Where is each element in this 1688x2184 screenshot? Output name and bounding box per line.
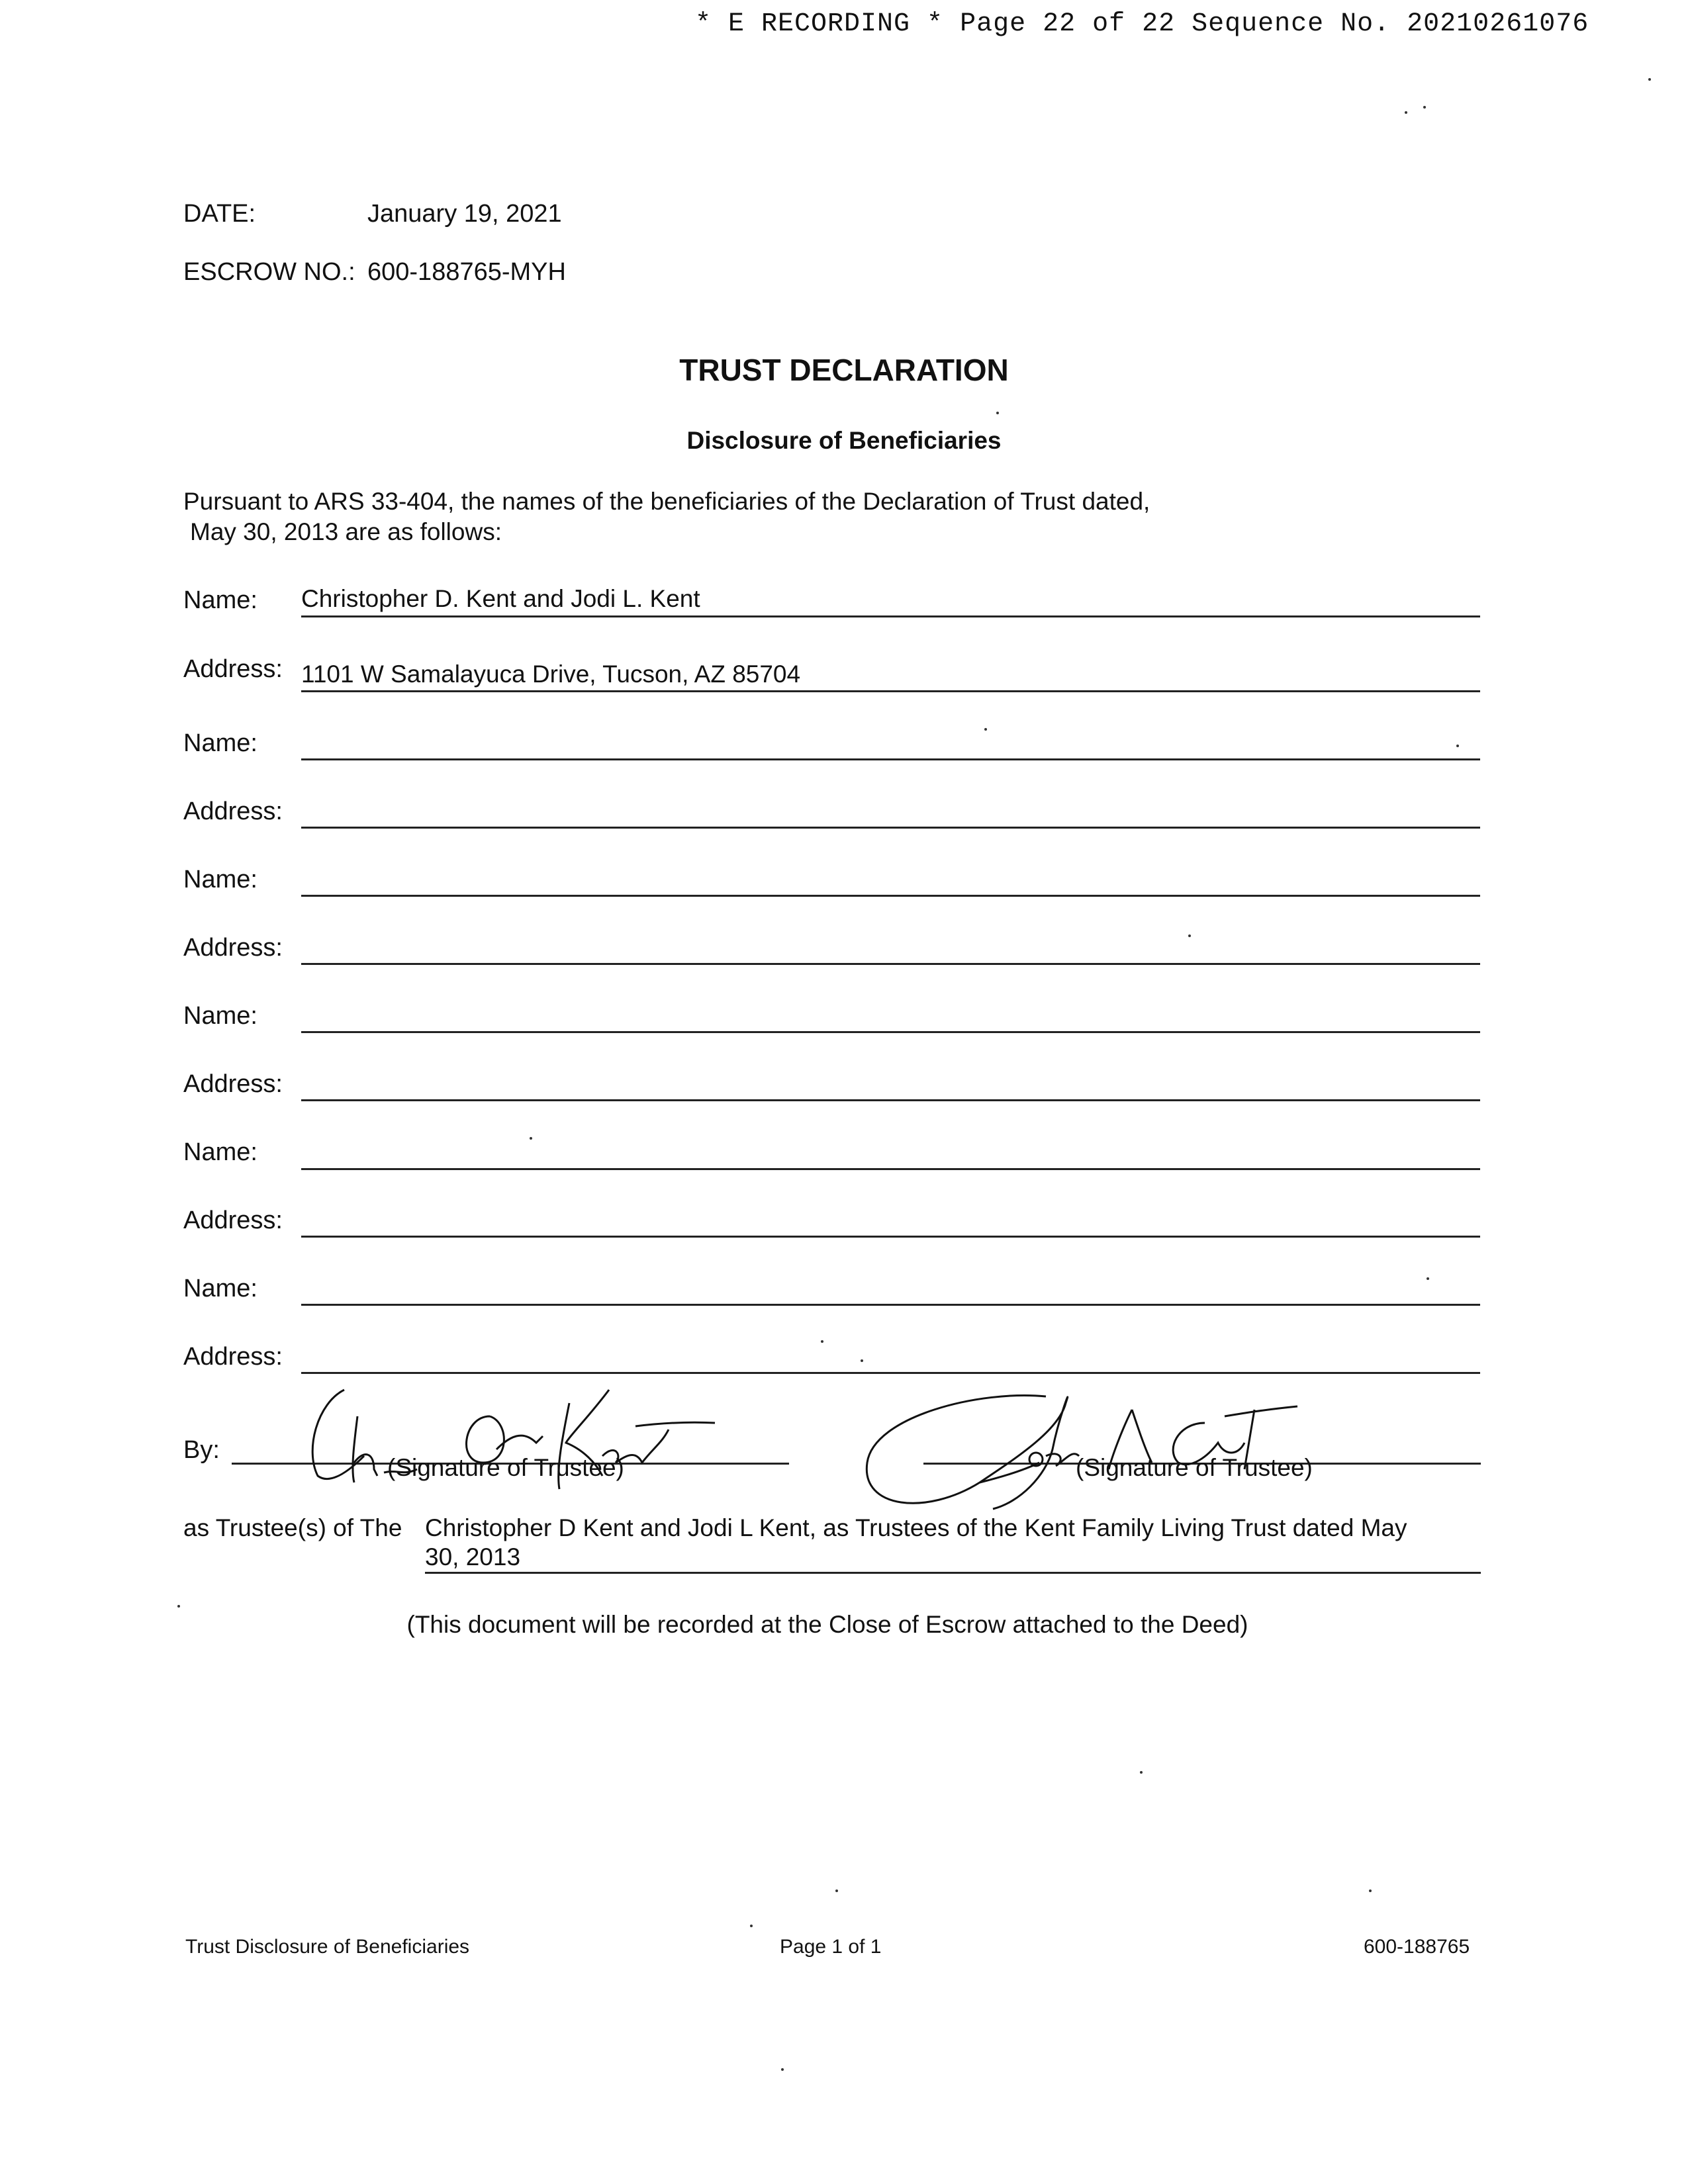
address-line <box>301 1099 1480 1101</box>
name-label: Name: <box>183 1275 258 1302</box>
footer-escrow-number: 600-188765 <box>1364 1936 1470 1958</box>
address-label: Address: <box>183 1070 283 1098</box>
document-title: TRUST DECLARATION <box>679 353 1009 387</box>
name-label: Name: <box>183 1002 258 1030</box>
escrow-value: 600-188765-MYH <box>367 258 566 286</box>
name-label: Name: <box>183 866 258 893</box>
address-label: Address: <box>183 655 283 683</box>
beneficiary-name: Christopher D. Kent and Jodi L. Kent <box>301 585 700 612</box>
scan-speck <box>1456 745 1459 747</box>
scan-speck <box>750 1925 753 1927</box>
scan-speck <box>1369 1889 1372 1892</box>
footer-title: Trust Disclosure of Beneficiaries <box>185 1936 470 1958</box>
name-line <box>301 1168 1480 1170</box>
scan-speck <box>1427 1277 1429 1280</box>
address-line <box>301 690 1480 692</box>
scan-speck <box>996 412 999 414</box>
by-label: By: <box>183 1436 220 1464</box>
document-subtitle: Disclosure of Beneficiaries <box>686 427 1002 454</box>
trustee-line <box>425 1572 1481 1574</box>
footer-page-number: Page 1 of 1 <box>780 1936 882 1958</box>
intro-line-2: May 30, 2013 are as follows: <box>190 518 502 545</box>
name-line <box>301 758 1480 760</box>
scan-speck <box>984 728 987 731</box>
scan-speck <box>1188 934 1191 937</box>
scan-speck <box>177 1605 180 1608</box>
trustee-signature-2 <box>847 1377 1324 1522</box>
scan-speck <box>781 2068 784 2071</box>
intro-line-1: Pursuant to ARS 33-404, the names of the beneficiaries of the Declaration of Trust dated, <box>183 488 1150 515</box>
scan-speck <box>861 1359 863 1362</box>
address-line <box>301 827 1480 829</box>
date-value: January 19, 2021 <box>367 200 562 228</box>
name-label: Name: <box>183 729 258 757</box>
escrow-label: ESCROW NO.: <box>183 258 355 286</box>
address-label: Address: <box>183 797 283 825</box>
scan-speck <box>1648 78 1651 81</box>
beneficiary-address: 1101 W Samalayuca Drive, Tucson, AZ 85704 <box>301 660 801 688</box>
name-label: Name: <box>183 586 258 614</box>
address-line <box>301 963 1480 965</box>
recording-stamp: * E RECORDING * Page 22 of 22 Sequence No. 20210261076 <box>695 9 1589 39</box>
address-label: Address: <box>183 1343 283 1371</box>
scan-speck <box>1140 1771 1143 1774</box>
signature-caption-right: (Signature of Trustee) <box>1076 1454 1313 1481</box>
name-line <box>301 1304 1480 1306</box>
name-line <box>301 1031 1480 1033</box>
name-label: Name: <box>183 1138 258 1166</box>
scan-speck <box>835 1889 838 1892</box>
name-line <box>301 615 1480 617</box>
scan-speck <box>530 1137 532 1140</box>
scan-speck <box>821 1340 823 1343</box>
recording-note: (This document will be recorded at the Close of Escrow attached to the Deed) <box>406 1611 1248 1638</box>
address-label: Address: <box>183 934 283 962</box>
trustee-line-2: 30, 2013 <box>425 1543 521 1570</box>
scan-speck <box>1405 111 1407 114</box>
signature-caption-left: (Signature of Trustee) <box>387 1454 624 1481</box>
date-label: DATE: <box>183 200 256 228</box>
scan-speck <box>1423 106 1426 109</box>
trustee-line-1: Christopher D Kent and Jodi L Kent, as Trustees of the Kent Family Living Trust dated May <box>425 1514 1407 1541</box>
address-line <box>301 1372 1480 1374</box>
trustee-label: as Trustee(s) of The <box>183 1514 402 1541</box>
address-label: Address: <box>183 1206 283 1234</box>
address-line <box>301 1236 1480 1238</box>
name-line <box>301 895 1480 897</box>
